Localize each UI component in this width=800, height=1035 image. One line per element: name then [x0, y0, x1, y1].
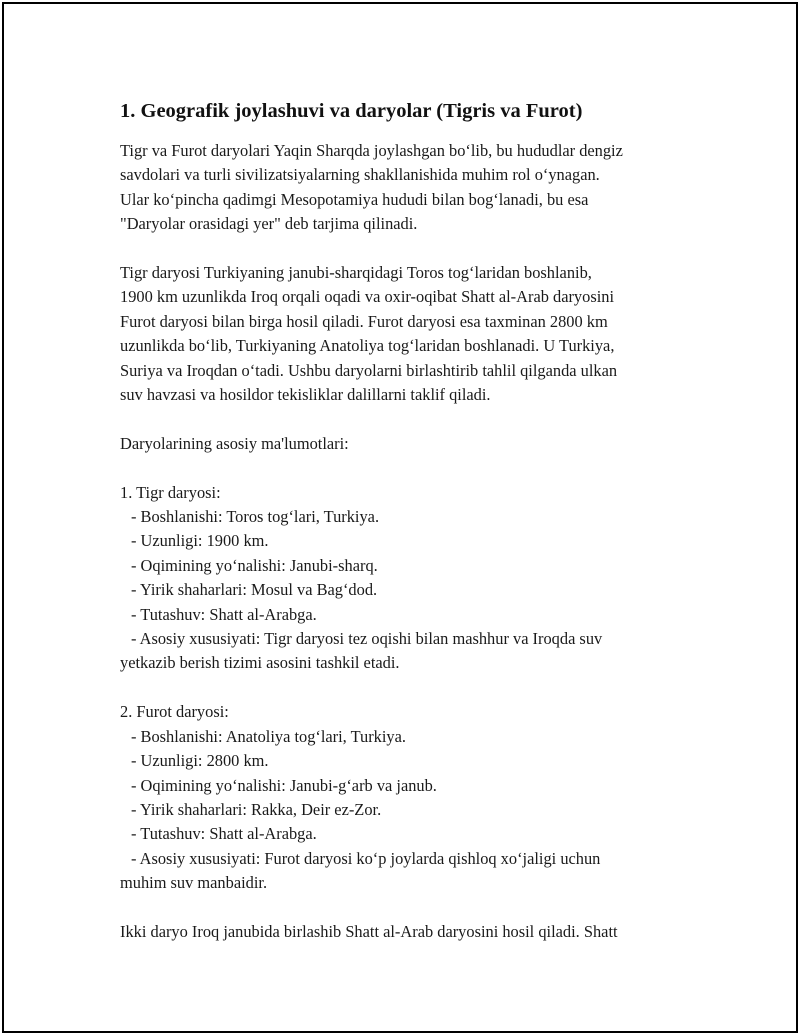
paragraph-gap: [120, 676, 710, 700]
furot-item: - Boshlanishi: Anatoliya tog‘lari, Turkiya.: [131, 726, 406, 746]
intro-line: Ular ko‘pincha qadimgi Mesopotamiya hududi bilan bog‘lanadi, bu esa: [120, 189, 589, 209]
furot-item: - Yirik shaharlari: Rakka, Deir ez-Zor.: [131, 799, 382, 819]
rivers-paragraph: [120, 261, 710, 407]
intro-paragraph: [120, 139, 710, 237]
intro-line: savdolari va turli sivilizatsiyalarning shakllanishida muhim rol o‘ynagan.: [120, 165, 600, 185]
paragraph-gap: [120, 237, 710, 261]
rivers-line: Tigr daryosi Turkiyaning janubi-sharqidagi Toros tog‘laridan boshlanib,: [120, 263, 592, 283]
furot-item: - Asosiy xususiyati: Furot daryosi ko‘p joylarda qishloq xo‘jaligi uchun: [131, 848, 601, 868]
furot-item-continuation: muhim suv manbaidir.: [120, 873, 268, 893]
tigr-item: - Oqimining yo‘nalishi: Janubi-sharq.: [131, 555, 378, 575]
rivers-line: Furot daryosi bilan birga hosil qiladi. Furot daryosi esa taxminan 2800 km: [120, 311, 608, 331]
tigr-title: 1. Tigr daryosi:: [120, 482, 221, 502]
rivers-line: Suriya va Iroqdan o‘tadi. Ushbu daryolarni birlashtirib tahlil qilganda ulkan: [120, 360, 618, 380]
paragraph-gap: [120, 896, 710, 920]
closing-paragraph: Ikki daryo Iroq janubida birlashib Shatt al-Arab daryosini hosil qiladi. Shatt: [120, 921, 618, 941]
furot-section: [120, 700, 710, 895]
tigr-section: [120, 481, 710, 676]
paragraph-gap: [120, 456, 710, 480]
tigr-item-continuation: yetkazib berish tizimi asosini tashkil etadi.: [120, 653, 400, 673]
rivers-line: 1900 km uzunlikda Iroq orqali oqadi va oxir-oqibat Shatt al-Arab daryosini: [120, 287, 615, 307]
rivers-line: suv havzasi va hosildor tekisliklar dalillarni taklif qiladi.: [120, 385, 491, 405]
tigr-item: - Yirik shaharlari: Mosul va Bag‘dod.: [131, 580, 378, 600]
intro-line: "Daryolar orasidagi yer" deb tarjima qilinadi.: [120, 214, 418, 234]
tigr-item: - Asosiy xususiyati: Tigr daryosi tez oqishi bilan mashhur va Iroqda suv: [131, 629, 603, 649]
tigr-item: - Uzunligi: 1900 km.: [131, 531, 269, 551]
document-page: [2, 2, 798, 1033]
info-heading: Daryolarining asosiy ma'lumotlari:: [120, 433, 349, 453]
furot-item: - Tutashuv: Shatt al-Arabga.: [131, 824, 317, 844]
paragraph-gap: [120, 407, 710, 431]
tigr-item: - Tutashuv: Shatt al-Arabga.: [131, 604, 317, 624]
furot-item: - Uzunligi: 2800 km.: [131, 751, 269, 771]
furot-item: - Oqimining yo‘nalishi: Janubi-g‘arb va janub.: [131, 775, 437, 795]
tigr-item: - Boshlanishi: Toros tog‘lari, Turkiya.: [131, 507, 380, 527]
document-content: [120, 97, 710, 944]
furot-title: 2. Furot daryosi:: [120, 702, 229, 722]
section-heading: 1. Geografik joylashuvi va daryolar (Tigris va Furot): [120, 100, 583, 122]
rivers-line: uzunlikda bo‘lib, Turkiyaning Anatoliya tog‘laridan boshlanadi. U Turkiya,: [120, 336, 615, 356]
intro-line: Tigr va Furot daryolari Yaqin Sharqda joylashgan bo‘lib, bu hududlar dengiz: [120, 141, 623, 160]
